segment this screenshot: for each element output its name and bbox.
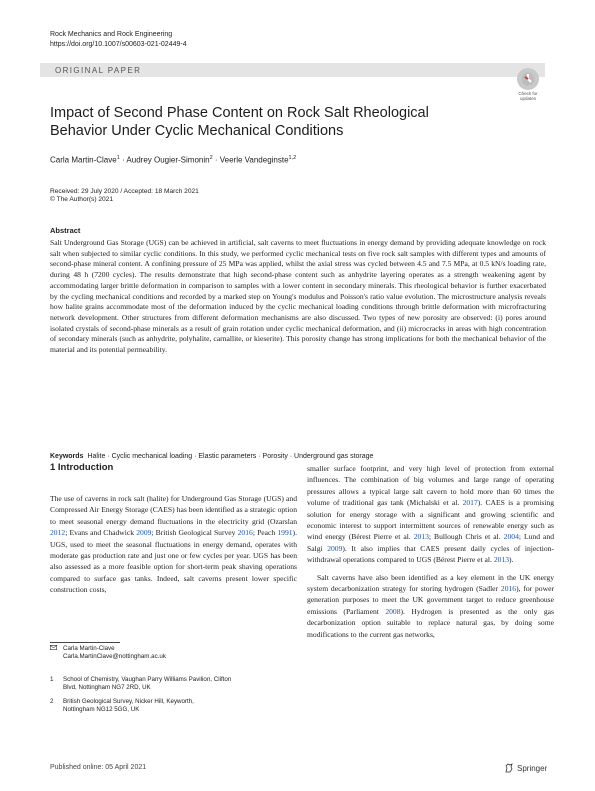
citation-link[interactable]: 2013 [493,555,510,565]
keywords-label: Keywords [50,453,84,460]
author-affiliation-mark: 1 [116,155,120,161]
crossmark-label: Check for updates [518,91,538,101]
citation-link[interactable]: 2017 [462,498,478,508]
paragraph [50,493,297,596]
paragraph-text: ; Lund and Salgi [307,532,554,553]
publisher-logo [504,763,547,773]
citation-link[interactable]: 2012 [50,528,66,538]
paragraph-text: ; British Geological Survey [151,528,238,538]
paragraph-text: ). Hydrogen is presented as the only gas decarbonization option suitable to replace natural gas, by doing some modifications to the current gas networks, [307,606,554,639]
crossmark-button[interactable] [513,68,543,100]
author-separator: · [119,155,127,165]
doi-link[interactable]: https://doi.org/10.1007/s00603-021-02449-4 [50,41,187,48]
paragraph-text: smaller surface footprint, and very high level of protection from external influences. The combination of big volumes and large range of operating pressures allows a typical large salt cavern to hold more than 60 times the volume of traditional gas tank (Michalski et al. [307,464,554,508]
citation-link[interactable]: 2008 [385,606,401,616]
article-title: Impact of Second Phase Content on Rock Salt Rheological Behavior Under Cyclic Mechanical Conditions [50,105,429,139]
publisher-name: Springer [517,763,548,773]
abstract-heading: Abstract [50,226,81,235]
corresponding-author [50,645,166,661]
paragraph-text: ). CAES is a promising solution for energy storage with a significant and growing scientific and economic interest to support intermittent sources of renewable energy such as wind energy (Bérest Pierre et al. [307,498,554,542]
author-name[interactable]: Veerle Vandeginste [219,155,289,165]
citation-link[interactable]: 2016 [237,528,253,538]
author-affiliation-mark: 1,2 [288,155,297,161]
paragraph-text: Salt caverns have also been identified as a key element in the UK energy system decarbonization strategy for storing hydrogen (Sadler [307,572,554,594]
citation-link[interactable]: 2009 [136,528,152,538]
affiliation-number: 2 [50,698,54,705]
affiliation [50,698,223,714]
springer-horse-icon [504,763,514,773]
left-column [50,493,297,596]
citation-link[interactable]: 2013 [413,532,429,542]
paragraph-text: The use of caverns in rock salt (halite) for Underground Gas Storage (UGS) and Compressed Air Energy Storage (CAES) has been identified as a strategic option to meet seasonal energy demand fluctuations in the electricity grid (Ozarslan [50,494,297,526]
paragraph-text: ; Bullough Chris et al. [428,532,504,542]
footnote-divider [50,642,120,643]
copyright-notice: © The Author(s) 2021 [50,196,114,203]
keywords-list: Halite · Cyclic mechanical loading · Elastic parameters · Porosity · Underground gas storage [87,453,374,460]
envelope-icon [50,645,57,653]
author-list [50,155,296,165]
paragraph-text: ). It also implies that CAES present daily cycles of injection-withdrawal operations compared to UGS (Bérest Pierre et al. [307,543,555,565]
affiliation [50,676,243,692]
author-name[interactable]: Audrey Ougier-Simonin [126,155,210,165]
paragraph-text: ). UGS, used to meet the seasonal fluctuations in energy demand, operates with moderate gas production rate and just one or few cycles per year. UGS has been also assessed as a more feasible option for short-term peak shaving operations compared to surface gas tanks. Indeed, salt caverns present lower specific construction costs, [50,528,297,595]
paragraph [307,572,554,640]
published-date: Published online: 05 April 2021 [50,764,147,771]
citation-link[interactable]: 2009 [327,543,343,553]
paragraph [307,463,554,566]
author-affiliation-mark: 2 [209,155,213,161]
section-heading: 1 Introduction [50,462,114,473]
author-separator: · [212,155,220,165]
abstract-text: Salt Underground Gas Storage (UGS) can be achieved in artificial, salt caverns to meet fluctuations in energy demand by providing adequate knowledge on rock salt when subjected to similar cyclic conditions. In this study, we performed cyclic mechanical tests on five rock salt samples with different types and amounts of second-phase mineral content. A confining pressure of 25 MPa was applied, whilst the axial stress was cycled between 4.5 and 7.5 MPa, at 0.5 kN/s loading rate, during 48 h (7200 cycles). The results demonstrate that high second-phase content such as anhydrite layering operates as a strength weakening agent by accommodating larger brittle deformation in comparison to samples with a lower content in secondary minerals. This rheological behavior is further exacerbated by the cycling mechanical conditions and recorded by a marked step on Young's modulus and Poisson's ratio value evolution. The microstructure analysis reveals how halite grains accommodate most of the deformation induced by the cyclic mechanical loading conditions through brittle deformation with microfracturing network development. Other structures from different deformation mechanisms are also discussed. Two types of new porosity are observed: (i) pores around isolated crystals of second-phase minerals as a result of grain rotation under cyclic mechanical deformation, and (ii) microcracks in areas with high concentration of secondary minerals (such as anhydrite, polyhalite, carnallite, or kieserite). This porosity change has strong implications for both the mechanical behavior of the material and its potential permeability. [50,238,546,355]
contact-email[interactable]: Carla.MartinClave@nottingham.ac.uk [63,653,166,660]
article-type-label: ORIGINAL PAPER [55,66,142,75]
affiliation-text: School of Chemistry, Vaughan Parry Williams Pavilion, Clifton Blvd, Nottingham NG7 2RD, UK [63,676,232,691]
crossmark-icon [517,68,539,90]
citation-link[interactable]: 1991 [277,528,293,538]
affiliation-text: British Geological Survey, Nicker Hill, Keyworth, Nottingham NG12 5GG, UK [63,698,194,713]
paragraph-text: ). [509,555,514,565]
paragraph-text: ; Evans and Chadwick [65,528,137,538]
received-accepted-dates: Received: 29 July 2020 / Accepted: 18 March 2021 [50,188,199,195]
author-name[interactable]: Carla Martin-Clave [50,155,117,165]
paragraph-text: ), for power generation purposes to meet the UK government target to reduce greenhouse emissions (Parliament [307,584,554,616]
citation-link[interactable]: 2016 [500,584,517,594]
journal-name: Rock Mechanics and Rock Engineering [50,31,173,38]
keywords-line [50,453,546,460]
affiliation-number: 1 [50,676,54,683]
citation-link[interactable]: 2004 [503,532,519,542]
right-column [307,463,554,640]
contact-name: Carla Martin-Clave [63,645,115,652]
paragraph-text: ; Peach [252,528,278,538]
